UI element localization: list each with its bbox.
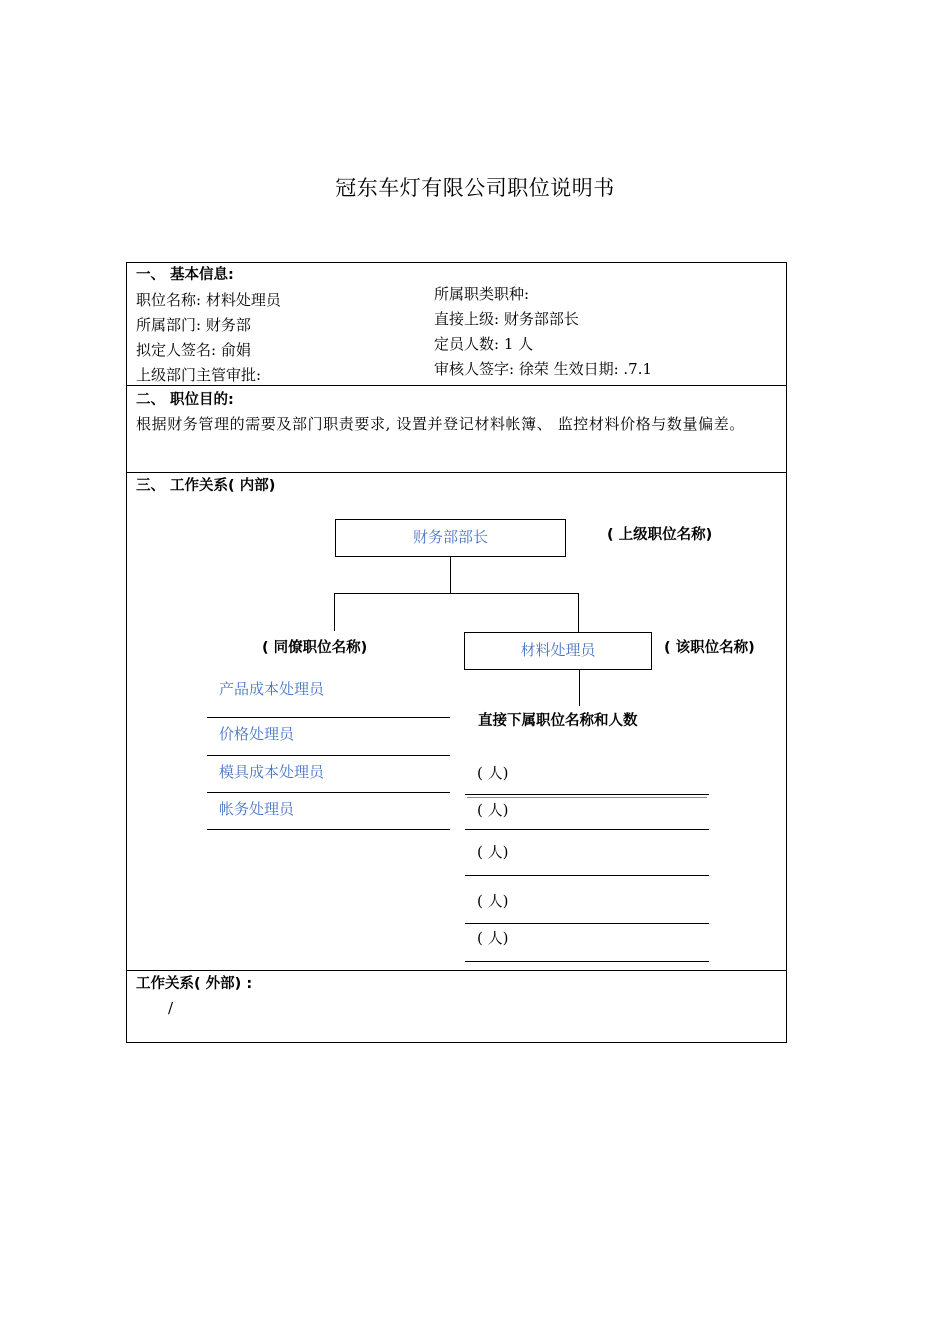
peer-item: 价格处理员: [219, 725, 295, 743]
department-field: 所属部门: 财务部: [136, 316, 251, 334]
subordinate-underline: [465, 794, 709, 795]
subordinate-underline: [465, 923, 709, 924]
reviewer-date-field: 审核人签字: 徐荣 生效日期: .7.1: [434, 360, 653, 378]
divider: [126, 970, 787, 971]
connector-line: [579, 670, 580, 706]
job-category-field: 所属职类职种:: [434, 285, 530, 303]
section-purpose-heading: 二、 职位目的:: [136, 392, 234, 408]
superior-field: 直接上级: 财务部部长: [434, 310, 579, 328]
subordinates-label: 直接下属职位名称和人数: [478, 713, 638, 729]
peer-item: 产品成本处理员: [219, 680, 325, 698]
peer-underline: [207, 792, 450, 793]
approver-field: 上级部门主管审批:: [136, 366, 262, 384]
job-name-field: 职位名称: 材料处理员: [136, 291, 281, 309]
purpose-text: 根据财务管理的需要及部门职责要求, 设置并登记材料帐簿、 监控材料价格与数量偏差。: [136, 415, 745, 433]
subordinate-item: ( 人): [477, 929, 509, 947]
superior-position-label: ( 上级职位名称): [607, 527, 713, 543]
subordinate-item: ( 人): [477, 843, 509, 861]
subordinate-item: ( 人): [477, 801, 509, 819]
connector-line: [578, 593, 579, 632]
subordinate-underline: [465, 875, 709, 876]
subordinate-underline: [465, 961, 709, 962]
current-position-box: 材料处理员: [464, 632, 652, 670]
peer-item: 模具成本处理员: [219, 763, 325, 781]
connector-line: [334, 593, 335, 631]
subordinate-item: ( 人): [477, 764, 509, 782]
external-relations-text: /: [168, 999, 174, 1017]
subordinate-item: ( 人): [477, 892, 509, 910]
peer-underline: [207, 717, 450, 718]
peer-item: 帐务处理员: [219, 800, 295, 818]
section-external-relations-heading: 工作关系( 外部) :: [136, 976, 253, 992]
section-internal-relations-heading: 三、 工作关系( 内部): [136, 478, 276, 494]
connector-line: [334, 593, 579, 594]
section-basic-info-heading: 一、 基本信息:: [136, 267, 234, 283]
subordinate-underline: [467, 797, 707, 798]
page-title: 冠东车灯有限公司职位说明书: [335, 176, 615, 200]
connector-line: [450, 557, 451, 594]
divider: [126, 472, 787, 473]
peer-underline: [207, 755, 450, 756]
peer-positions-label: ( 同僚职位名称): [262, 640, 368, 656]
drafter-field: 拟定人签名: 俞娟: [136, 341, 251, 359]
subordinate-underline: [465, 829, 709, 830]
superior-position-box: 财务部部长: [335, 519, 566, 557]
current-position-label: ( 该职位名称): [664, 640, 755, 656]
divider: [126, 385, 787, 386]
headcount-field: 定员人数: 1 人: [434, 335, 534, 353]
peer-underline: [207, 829, 450, 830]
